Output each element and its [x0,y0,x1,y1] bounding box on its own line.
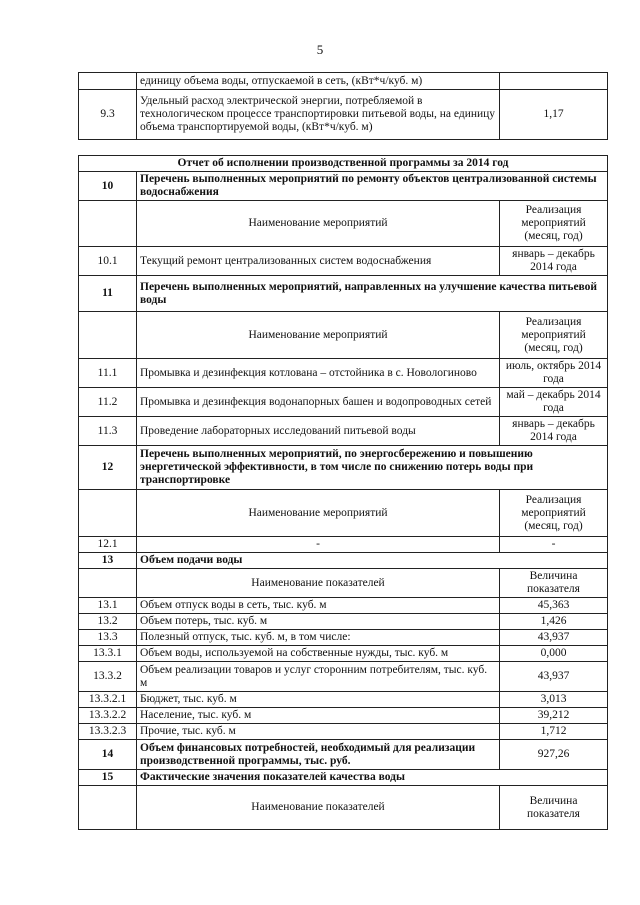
column-header-row [79,490,608,537]
header-blank [79,569,137,598]
section-header-row [79,446,608,490]
production-program-table [78,72,608,830]
row-value: 43,937 [500,662,608,692]
section-title: Объем подачи воды [137,553,608,569]
row-value: 927,26 [500,740,608,770]
row-value: 1,712 [500,724,608,740]
row-value: май – декабрь 2014 года [500,388,608,417]
section-number: 12 [79,446,137,490]
row-text: Текущий ремонт централизованных систем водоснабжения [137,247,500,276]
table-row [79,388,608,417]
header-indicators-value: Величина показателя [500,786,608,830]
row-number: 13.3.2 [79,662,137,692]
section-title: Перечень выполненных мероприятий, направленных на улучшение качества питьевой воды [137,276,608,312]
table-row [79,73,608,90]
row-number: 12.1 [79,537,137,553]
section-title: Объем финансовых потребностей, необходимый для реализации производственной программы, тыс. руб. [137,740,500,770]
row-text: Промывка и дезинфекция водонапорных башен и водопроводных сетей [137,388,500,417]
header-indicators-name: Наименование показателей [137,786,500,830]
row-number: 11.2 [79,388,137,417]
row-value: - [500,537,608,553]
row-text: - [137,537,500,553]
section-header-row [79,172,608,201]
row-text: Удельный расход электрической энергии, потребляемой в технологическом процессе транспортировки питьевой воды, на единицу объема транспортируемой воды, (кВт*ч/куб. м) [137,90,500,140]
spacer-row [79,140,608,156]
row-value: январь – декабрь 2014 года [500,417,608,446]
header-blank [79,490,137,537]
header-measures-impl: Реализация мероприятий (месяц, год) [500,201,608,247]
section-title: Перечень выполненных мероприятий, по энергосбережению и повышению энергетической эффективности, в том числе по снижению потерь воды при транспортировке [137,446,608,490]
column-header-row [79,201,608,247]
row-number: 13.3.2.2 [79,708,137,724]
header-blank [79,312,137,359]
row-value: 0,000 [500,646,608,662]
header-indicators-value: Величина показателя [500,569,608,598]
row-text: единицу объема воды, отпускаемой в сеть, (кВт*ч/куб. м) [137,73,500,90]
row-value: июль, октябрь 2014 года [500,359,608,388]
row-text: Проведение лабораторных исследований питьевой воды [137,417,500,446]
row-number: 10.1 [79,247,137,276]
row-text: Бюджет, тыс. куб. м [137,692,500,708]
table-row [79,724,608,740]
table-row [79,537,608,553]
row-number: 13.3 [79,630,137,646]
table-row [79,90,608,140]
row-value: 1,17 [500,90,608,140]
table-row [79,630,608,646]
table-row [79,598,608,614]
row-number: 11.3 [79,417,137,446]
section-header-row [79,770,608,786]
row-text: Объем воды, используемой на собственные нужды, тыс. куб. м [137,646,500,662]
row-text: Промывка и дезинфекция котлована – отстойника в с. Новологиново [137,359,500,388]
table-row [79,646,608,662]
header-measures-name: Наименование мероприятий [137,490,500,537]
table-row [79,708,608,724]
header-measures-name: Наименование мероприятий [137,201,500,247]
section-title: Перечень выполненных мероприятий по ремонту объектов централизованной системы водоснабжения [137,172,608,201]
row-number: 13.2 [79,614,137,630]
header-measures-impl: Реализация мероприятий (месяц, год) [500,490,608,537]
section-number: 10 [79,172,137,201]
section-number: 11 [79,276,137,312]
section-title: Фактические значения показателей качества воды [137,770,608,786]
page-number: 5 [316,42,324,57]
row-number: 13.1 [79,598,137,614]
row-value: 3,013 [500,692,608,708]
column-header-row [79,312,608,359]
report-title-row [79,156,608,172]
table-row [79,614,608,630]
table-row [79,417,608,446]
section-header-row [79,276,608,312]
row-number: 13.3.2.3 [79,724,137,740]
header-blank [79,786,137,830]
header-measures-name: Наименование мероприятий [137,312,500,359]
column-header-row [79,786,608,830]
row-value: 39,212 [500,708,608,724]
row-value [500,73,608,90]
header-blank [79,201,137,247]
row-number: 13.3.2.1 [79,692,137,708]
header-measures-impl: Реализация мероприятий (месяц, год) [500,312,608,359]
row-text: Объем реализации товаров и услуг сторонним потребителям, тыс. куб. м [137,662,500,692]
row-text: Население, тыс. куб. м [137,708,500,724]
table-row [79,140,608,156]
row-text: Объем отпуск воды в сеть, тыс. куб. м [137,598,500,614]
table-row [79,359,608,388]
header-indicators-name: Наименование показателей [137,569,500,598]
row-number: 13.3.1 [79,646,137,662]
section-number: 13 [79,553,137,569]
row-value: 43,937 [500,630,608,646]
row-number: 11.1 [79,359,137,388]
row-value: 45,363 [500,598,608,614]
section-header-row [79,553,608,569]
row-text: Прочие, тыс. куб. м [137,724,500,740]
section-number: 14 [79,740,137,770]
report-title: Отчет об исполнении производственной программы за 2014 год [79,156,608,172]
row-number: 9.3 [79,90,137,140]
row-text: Объем потерь, тыс. куб. м [137,614,500,630]
row-number [79,73,137,90]
row-value: январь – декабрь 2014 года [500,247,608,276]
column-header-row [79,569,608,598]
row-text: Полезный отпуск, тыс. куб. м, в том числе: [137,630,500,646]
row-value: 1,426 [500,614,608,630]
table-row [79,247,608,276]
section-header-row [79,740,608,770]
section-number: 15 [79,770,137,786]
table-row [79,662,608,692]
table-row [79,692,608,708]
